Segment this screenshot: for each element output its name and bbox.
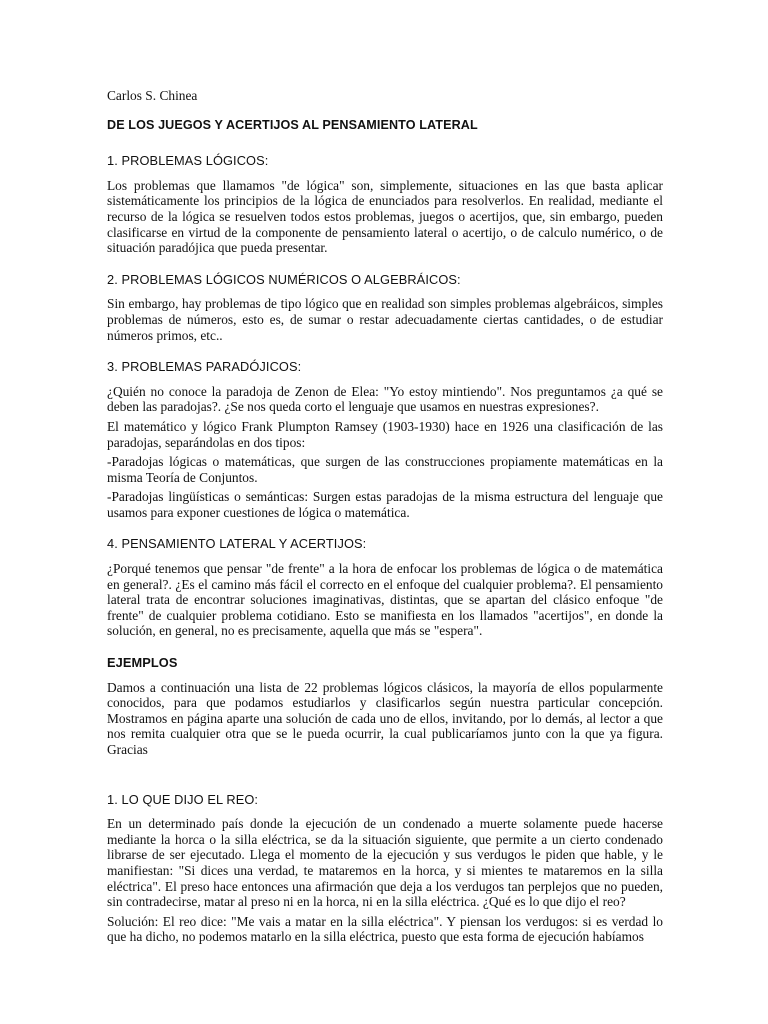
paragraph: Damos a continuación una lista de 22 problemas lógicos clásicos, la mayoría de ellos popularmente conocidos, para que podamos estudiarlos y clasificarlos según nuestra particular concepción. Mostramos en página aparte una solución de cada uno de ellos, invitando, por lo demás, al lector a que nos remita cualquier otra que se le pueda ocurrir, la cual publicaríamos junto con la que ya figura. Gracias [107, 679, 663, 757]
section-pensamiento-lateral [107, 536, 663, 639]
paragraph: El matemático y lógico Frank Plumpton Ramsey (1903-1930) hace en 1926 una clasificación de las paradojas, separándolas en dos tipos: [107, 418, 663, 450]
paragraph: Sin embargo, hay problemas de tipo lógico que en realidad son simples problemas algebráicos, simples problemas de números, esto es, de sumar o restar adecuadamente ciertas cantidades, o de estudiar números primos, etc.. [107, 296, 663, 343]
paragraph: ¿Quién no conoce la paradoja de Zenon de Elea: "Yo estoy mintiendo". Nos preguntamos ¿a qué se deben las paradojas?. ¿Se nos queda corto el lenguaje que usamos en nuestras expresiones?. [107, 383, 663, 415]
section-lo-que-dijo-el-reo [107, 792, 663, 945]
paragraph: ¿Porqué tenemos que pensar "de frente" a la hora de enfocar los problemas de lógica o de matemática en general?. ¿Es el camino más fácil el correcto en el enfoque del cualquier problema?. El pensamiento lateral trata de encontrar soluciones imaginativas, distintas, que se apartan del clásico enfoque "de frente" de cualquier problema cotidiano. Esto se manifiesta en los llamados "acertijos", en donde la solución, en general, no es precisamente, aquella que más se "espera". [107, 561, 663, 639]
section-heading: EJEMPLOS [107, 655, 178, 671]
section-problemas-logicos [107, 153, 663, 256]
spacer [107, 774, 663, 792]
section-heading: 4. PENSAMIENTO LATERAL Y ACERTIJOS: [107, 536, 367, 552]
paragraph: Solución: El reo dice: "Me vais a matar en la silla eléctrica". Y piensan los verdugos: si es verdad lo que ha dicho, no podemos matarlo en la silla eléctrica, puesto que esta forma de ejecución habíamos [107, 913, 663, 945]
section-heading: 3. PROBLEMAS PARADÓJICOS: [107, 359, 302, 375]
paragraph: -Paradojas lingüísticas o semánticas: Surgen estas paradojas de la misma estructura del lenguaje que usamos para exponer cuestiones de lógica o matemática. [107, 489, 663, 520]
section-heading: 2. PROBLEMAS LÓGICOS NUMÉRICOS O ALGEBRÁICOS: [107, 271, 461, 287]
section-ejemplos [107, 655, 663, 758]
section-problemas-numericos [107, 272, 663, 343]
section-problemas-paradojicos [107, 359, 663, 520]
paragraph: Los problemas que llamamos "de lógica" son, simplemente, situaciones en las que basta aplicar sistemáticamente los principios de la lógica de enunciados para resolverlos. En realidad, mediante el recurso de la lógica se resuelven todos estos problemas, juegos o acertijos, que, sin embargo, pueden clasificarse en virtud de la componente de pensamiento lateral o acertijo, o de calculo numérico, o de situación paradójica que pueda presentar. [107, 177, 663, 256]
paragraph: En un determinado país donde la ejecución de un condenado a muerte solamente puede hacerse mediante la horca o la silla eléctrica, se da la situación siguiente, que permite a un cierto condenado librarse de ser ejecutado. Llega el momento de la ejecución y sus verdugos le piden que hable, y le manifiestan: "Si dices una verdad, te mataremos en la horca, y si mientes te mataremos en la silla eléctrica". El preso hace entonces una afirmación que deja a los verdugos tan perplejos que no pueden, sin contradecirse, matar al preso ni en la horca, ni en la silla eléctrica. ¿Qué es lo que dijo el reo? [107, 816, 663, 910]
section-heading: 1. LO QUE DIJO EL REO: [107, 791, 259, 807]
paragraph: -Paradojas lógicas o matemáticas, que surgen de las construcciones propiamente matemáticas en la misma Teoría de Conjuntos. [107, 454, 663, 485]
document-title: DE LOS JUEGOS Y ACERTIJOS AL PENSAMIENTO LATERAL [107, 117, 478, 132]
section-heading: 1. PROBLEMAS LÓGICOS: [107, 153, 269, 169]
author-name: Carlos S. Chinea [107, 88, 198, 103]
